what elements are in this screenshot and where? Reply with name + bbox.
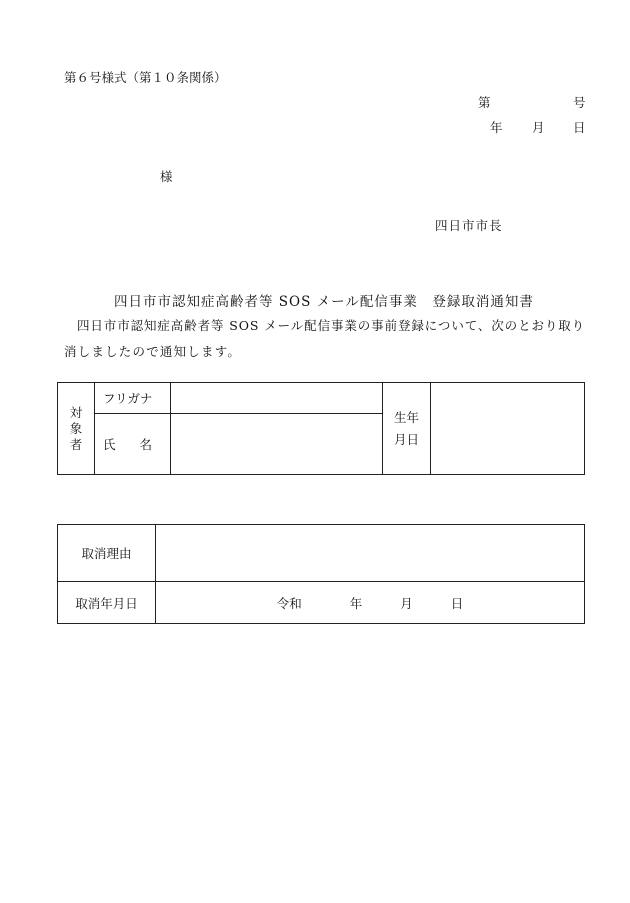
- sender-name: 四日市市長: [435, 218, 503, 233]
- body-text-line-2: 消しましたので通知します。: [64, 344, 242, 359]
- cancellation-reason-label: 取消理由: [58, 525, 156, 582]
- form-number-label: 第６号様式（第１０条関係）: [64, 70, 227, 85]
- furigana-label: フリガナ: [95, 383, 171, 414]
- birthdate-field[interactable]: [431, 383, 585, 475]
- issue-date-year: 年: [490, 120, 503, 135]
- body-text-line-1: 四日市市認知症高齢者等 SOS メール配信事業の事前登録について、次のとおり取り: [77, 318, 586, 333]
- cancellation-table: [57, 524, 585, 624]
- cancellation-date-field[interactable]: [156, 582, 585, 624]
- furigana-field[interactable]: [171, 383, 383, 414]
- name-label: 氏 名: [95, 414, 171, 475]
- issue-date-day: 日: [573, 120, 586, 135]
- document-number-suffix: 号: [573, 95, 586, 110]
- subject-section-label: 対 象 者: [58, 383, 95, 475]
- document-title: 四日市市認知症高齢者等 SOS メール配信事業 登録取消通知書: [114, 294, 534, 310]
- era-label: 令和: [276, 595, 302, 611]
- name-field[interactable]: [171, 414, 383, 475]
- document-number-prefix: 第: [478, 95, 491, 110]
- cancellation-reason-field[interactable]: [156, 525, 585, 582]
- date-day-label: 日: [450, 595, 464, 611]
- date-month-label: 月: [400, 595, 413, 611]
- issue-date-month: 月: [532, 120, 545, 135]
- birthdate-label: 生年 月日: [383, 383, 431, 475]
- date-year-label: 年: [349, 595, 363, 611]
- cancellation-date-label: 取消年月日: [58, 582, 156, 624]
- subject-table: [57, 382, 585, 475]
- addressee-suffix: 様: [160, 169, 173, 184]
